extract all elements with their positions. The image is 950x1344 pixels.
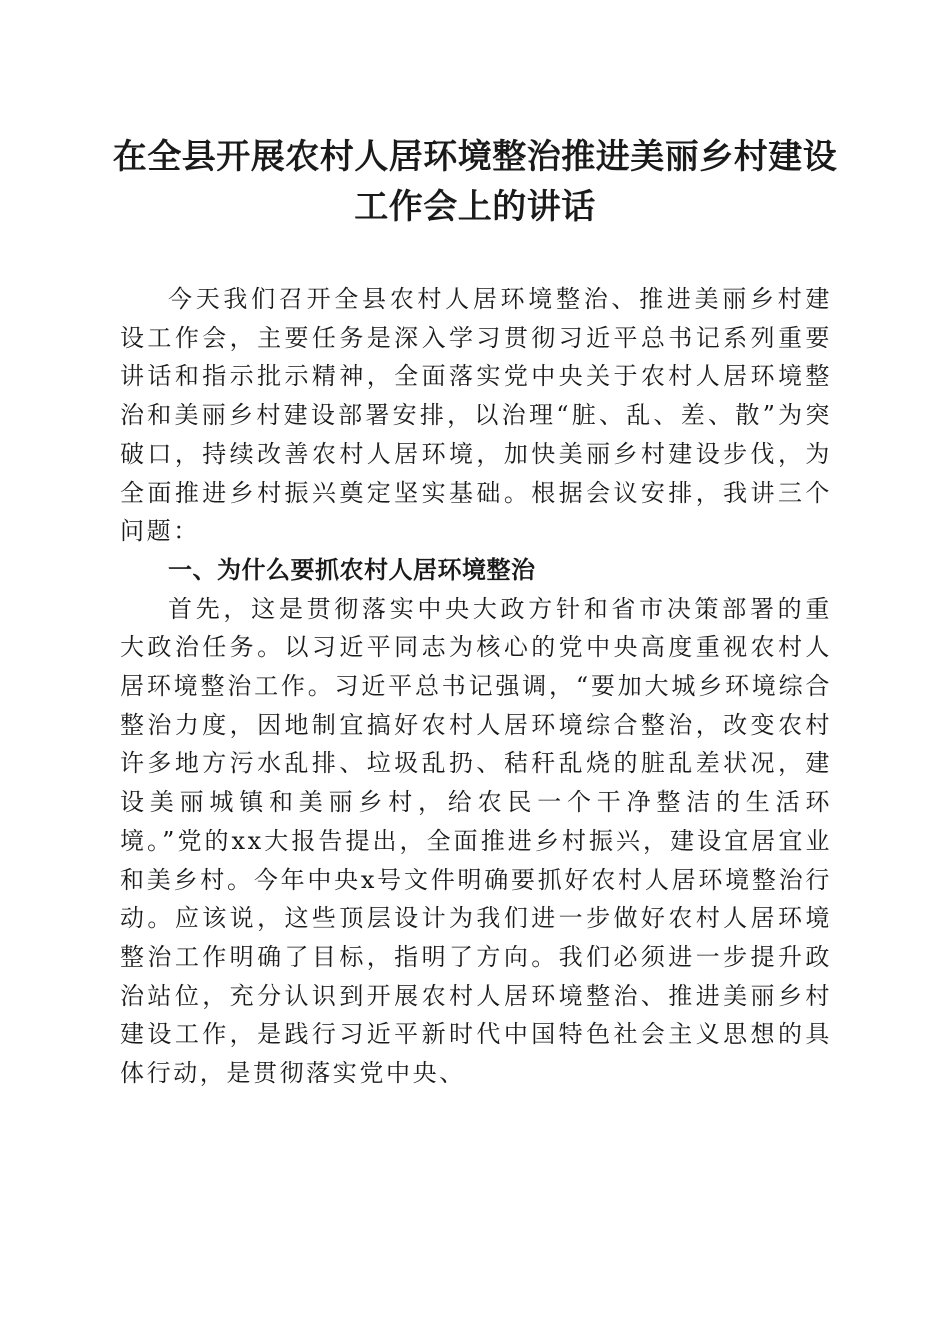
document-title: 在全县开展农村人居环境整治推进美丽乡村建设工作会上的讲话 <box>112 137 838 227</box>
section-heading: 一、为什么要抓农村人居环境整治 <box>168 555 536 584</box>
document-body <box>120 280 832 1093</box>
body-paragraph: 首先，这是贯彻落实中央大政方针和省市决策部署的重大政治任务。以习近平同志为核心的党中央高度重视农村人居环境整治工作。习近平总书记强调，“要加大城乡环境综合整治力度，因地制宜搞好农村人居环境综合整治，改变农村许多地方污水乱排、垃圾乱扔、秸秆乱烧的脏乱差状况，建设美丽城镇和美丽乡村，给农民一个干净整洁的生活环境。”党的xx大报告提出，全面推进乡村振兴，建设宜居宜业和美乡村。今年中央x号文件明确要抓好农村人居环境整治行动。应该说，这些顶层设计为我们进一步做好农村人居环境整治工作明确了目标，指明了方向。我们必须进一步提升政治站位，充分认识到开展农村人居环境整治、推进美丽乡村建设工作，是践行习近平新时代中国特色社会主义思想的具体行动，是贯彻落实党中央、 <box>120 594 832 1088</box>
intro-paragraph: 今天我们召开全县农村人居环境整治、推进美丽乡村建设工作会，主要任务是深入学习贯彻习近平总书记系列重要讲话和指示批示精神，全面落实党中央关于农村人居环境整治和美丽乡村建设部署安排，以治理“脏、乱、差、散”为突破口，持续改善农村人居环境，加快美丽乡村建设步伐，为全面推进乡村振兴奠定坚实基础。根据会议安排，我讲三个问题： <box>120 285 832 546</box>
